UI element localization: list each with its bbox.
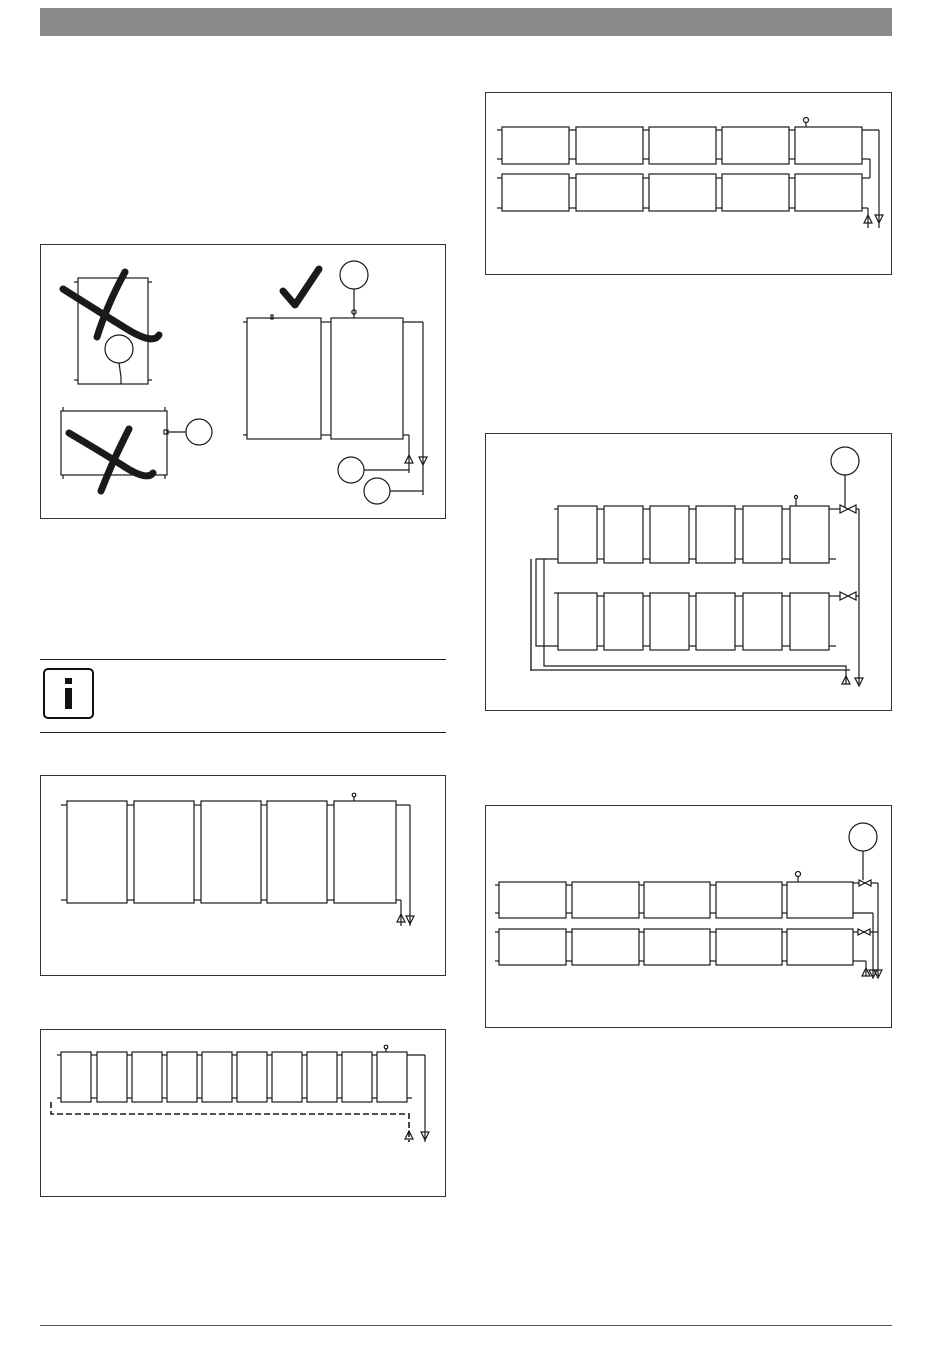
page-header-bar xyxy=(40,8,892,36)
2x6-valves-diagram xyxy=(486,434,893,712)
figure-2x5-wide-collectors xyxy=(485,92,892,275)
callout-circle xyxy=(340,261,368,307)
orientation-diagram xyxy=(41,245,447,520)
info-note xyxy=(40,659,446,733)
row-5-diagram xyxy=(41,776,447,977)
callout-circle xyxy=(364,478,423,504)
2x5-wide-diagram xyxy=(486,93,893,276)
row-10-diagram xyxy=(41,1030,447,1198)
cross-icon xyxy=(69,429,153,491)
figure-2x6-collectors-valves xyxy=(485,433,892,711)
info-icon xyxy=(43,668,94,719)
collector-array-correct xyxy=(243,307,427,495)
page-footer-line xyxy=(40,1325,892,1326)
figure-row-10-collectors xyxy=(40,1029,446,1197)
figure-2x5-wide-collectors-valves xyxy=(485,805,892,1028)
figure-collector-orientation xyxy=(40,244,446,519)
collector-horizontal-wrong xyxy=(61,407,168,479)
callout-circle xyxy=(105,335,133,377)
callout-circle xyxy=(168,419,212,445)
check-icon xyxy=(283,269,319,305)
figure-row-5-collectors xyxy=(40,775,446,976)
2x5-wide-valves-diagram xyxy=(486,806,893,1029)
